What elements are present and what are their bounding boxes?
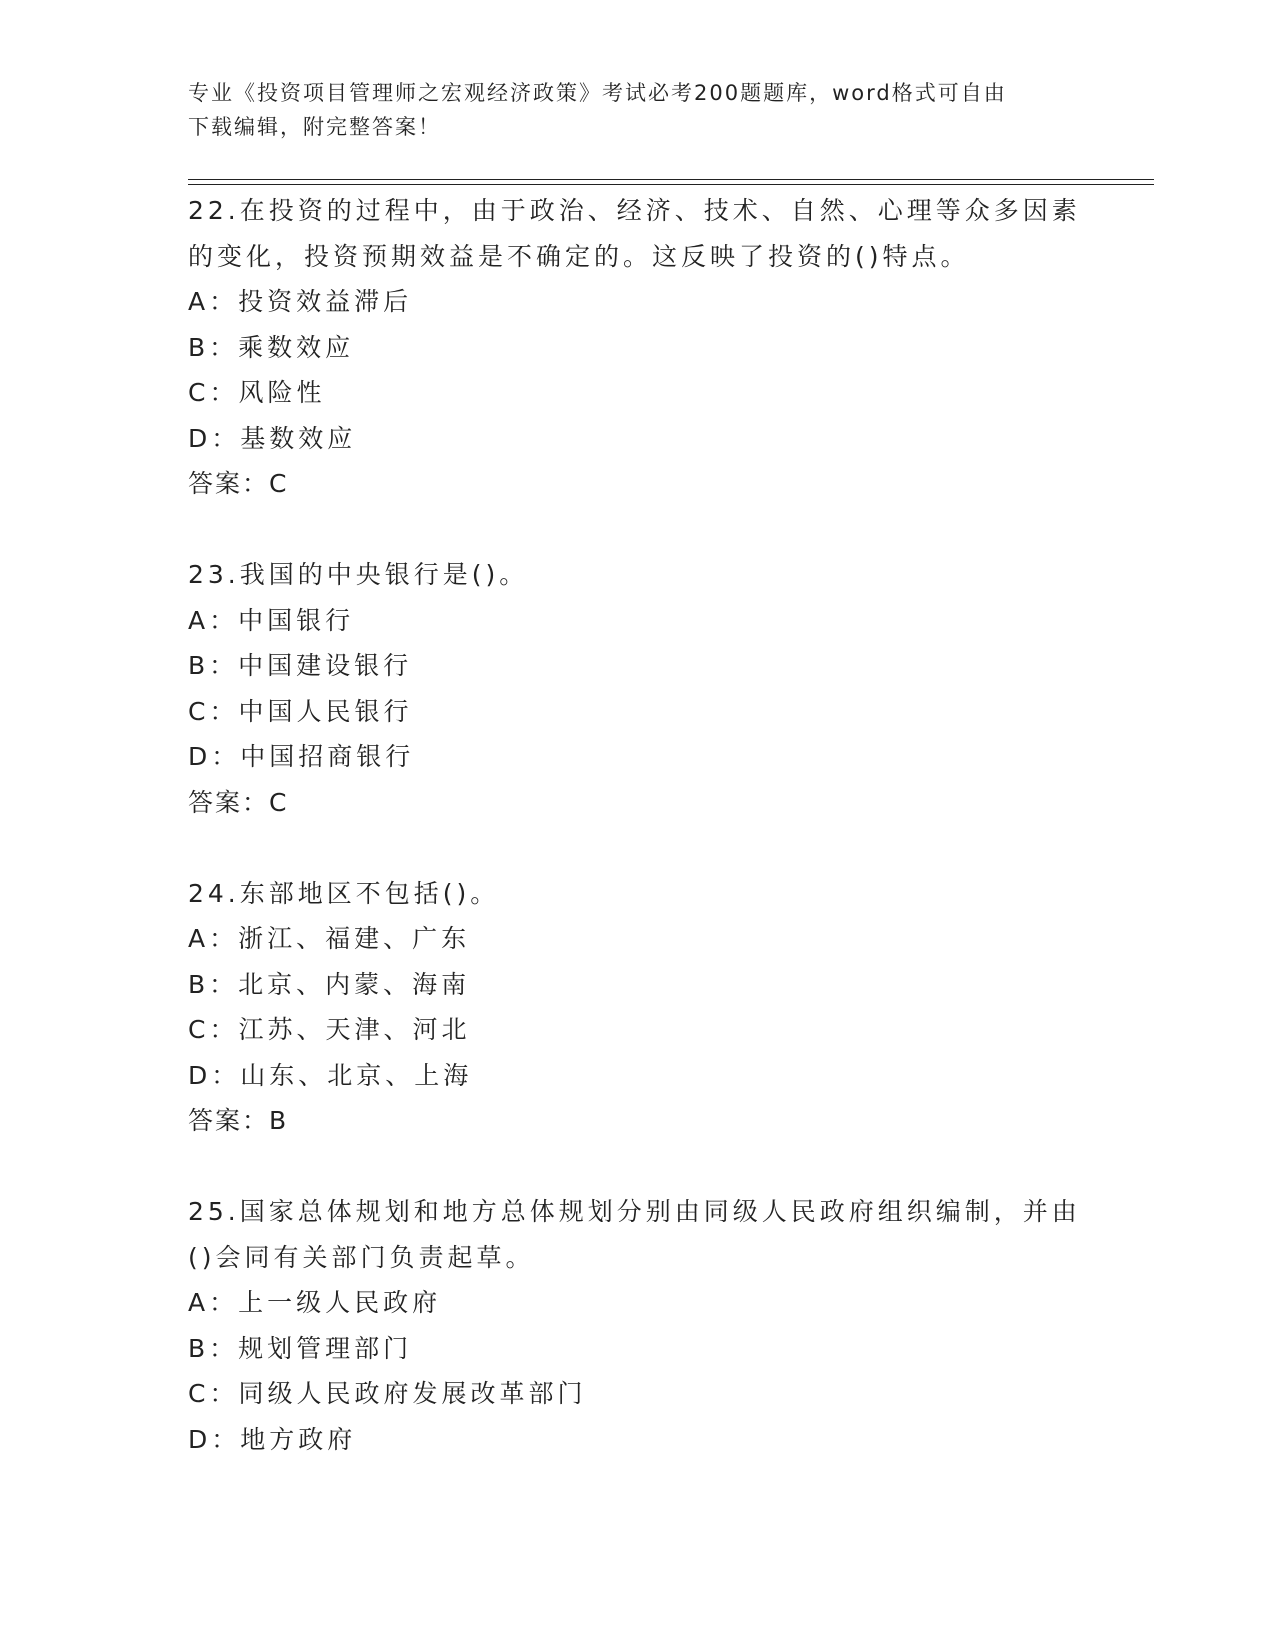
question-25 [188,1189,1088,1462]
question-stem-line: 25.国家总体规划和地方总体规划分别由同级人民政府组织编制，并由 [188,1197,1081,1226]
question-stem-line: 的变化，投资预期效益是不确定的。这反映了投资的()特点。 [188,241,970,271]
option-a: A：投资效益滞后 [188,287,413,316]
answer-line: 答案：C [188,469,289,498]
option-c: C：江苏、天津、河北 [188,1015,471,1044]
document-header [188,76,1088,144]
question-stem-line: 23.我国的中央银行是()。 [188,560,529,589]
option-a: A：中国银行 [188,605,355,635]
question-list [188,188,1088,1462]
question-24 [188,871,1088,1144]
question-spacer [188,1144,1088,1190]
question-spacer [188,825,1088,871]
answer-line: 答案：B [188,1106,289,1135]
option-b: B：规划管理部门 [188,1333,413,1363]
option-c: C：中国人民银行 [188,696,413,726]
option-a: A：浙江、福建、广东 [188,924,471,953]
option-b: B：北京、内蒙、海南 [188,969,471,999]
option-d: D：地方政府 [188,1424,357,1454]
answer-line: 答案：C [188,787,289,817]
question-22 [188,188,1088,507]
header-divider-bottom [188,184,1154,185]
option-d: D：山东、北京、上海 [188,1060,473,1090]
question-stem-line: 24.东部地区不包括()。 [188,878,500,908]
option-d: D：中国招商银行 [188,742,415,771]
option-b: B：中国建设银行 [188,651,413,680]
header-line-1: 专业《投资项目管理师之宏观经济政策》考试必考200题题库，word格式可自由 [188,81,1007,105]
option-c: C：同级人民政府发展改革部门 [188,1379,587,1408]
question-spacer [188,507,1088,553]
option-a: A：上一级人民政府 [188,1288,442,1317]
option-b: B：乘数效应 [188,332,355,362]
question-23 [188,552,1088,825]
header-divider-top [188,179,1154,180]
question-stem-line: 22.在投资的过程中，由于政治、经济、技术、自然、心理等众多因素 [188,196,1081,225]
question-stem-line: ()会同有关部门负责起草。 [188,1242,535,1272]
header-line-2: 下载编辑，附完整答案！ [188,115,441,139]
option-d: D：基数效应 [188,423,357,453]
option-c: C：风险性 [188,378,326,407]
